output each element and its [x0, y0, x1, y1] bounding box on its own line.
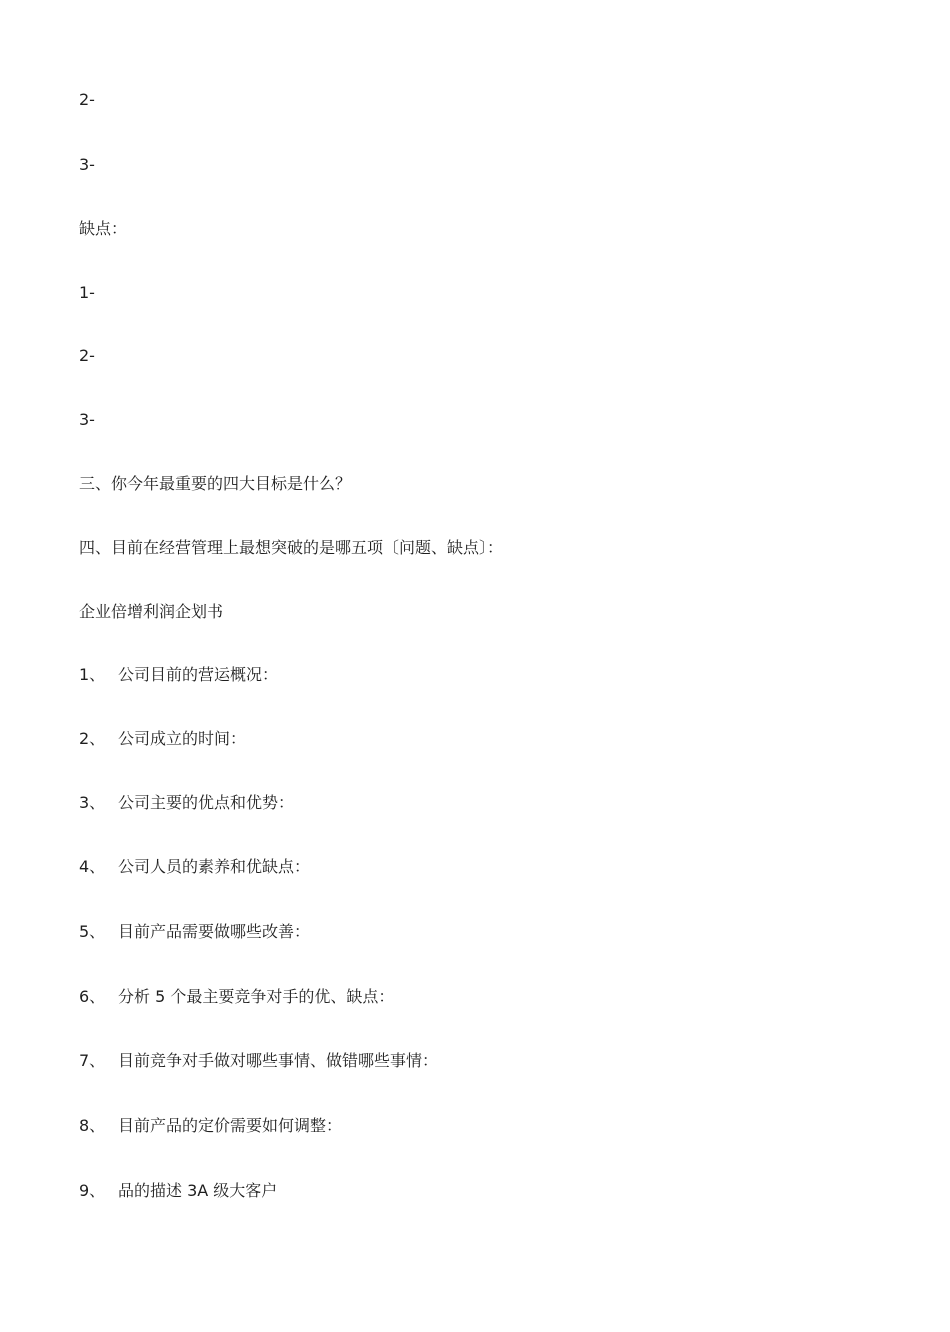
numbered-item — [79, 1051, 438, 1071]
item-text: 分析 5 个最主要竞争对手的优、缺点： — [118, 987, 395, 1006]
item-text: 公司主要的优点和优势： — [118, 793, 295, 812]
numbered-item — [79, 857, 310, 877]
item-number: 2、 — [79, 729, 106, 748]
numbered-item — [79, 793, 294, 813]
numbered-item — [79, 665, 278, 685]
item-number: 3、 — [79, 793, 106, 812]
list-item: 1- — [79, 283, 95, 302]
item-text: 目前产品的定价需要如何调整： — [118, 1116, 343, 1135]
item-text: 目前产品需要做哪些改善： — [118, 922, 311, 941]
numbered-item — [79, 922, 310, 942]
numbered-item — [79, 1116, 342, 1136]
section-heading: 四、目前在经营管理上最想突破的是哪五项〔问题、缺点〕： — [79, 538, 504, 557]
numbered-item — [79, 729, 246, 749]
item-text: 目前竞争对手做对哪些事情、做错哪些事情： — [118, 1051, 439, 1070]
numbered-item — [79, 987, 394, 1007]
item-number: 8、 — [79, 1116, 106, 1135]
item-text: 公司人员的素养和优缺点： — [118, 857, 311, 876]
document-title: 企业倍增利润企划书 — [79, 602, 224, 621]
item-number: 7、 — [79, 1051, 106, 1070]
section-heading: 三、你今年最重要的四大目标是什么？ — [79, 474, 352, 493]
section-label: 缺点： — [79, 219, 128, 238]
item-text: 公司目前的营运概况： — [118, 665, 279, 684]
item-number: 6、 — [79, 987, 106, 1006]
list-item: 3- — [79, 410, 95, 429]
item-number: 1、 — [79, 665, 106, 684]
numbered-item — [79, 1181, 277, 1201]
list-item: 2- — [79, 346, 95, 365]
item-number: 9、 — [79, 1181, 106, 1200]
item-number: 5、 — [79, 922, 106, 941]
list-item: 3- — [79, 155, 95, 174]
item-text: 品的描述 3A 级大客户 — [118, 1181, 278, 1200]
item-text: 公司成立的时间： — [118, 729, 247, 748]
item-number: 4、 — [79, 857, 106, 876]
list-item: 2- — [79, 90, 95, 109]
